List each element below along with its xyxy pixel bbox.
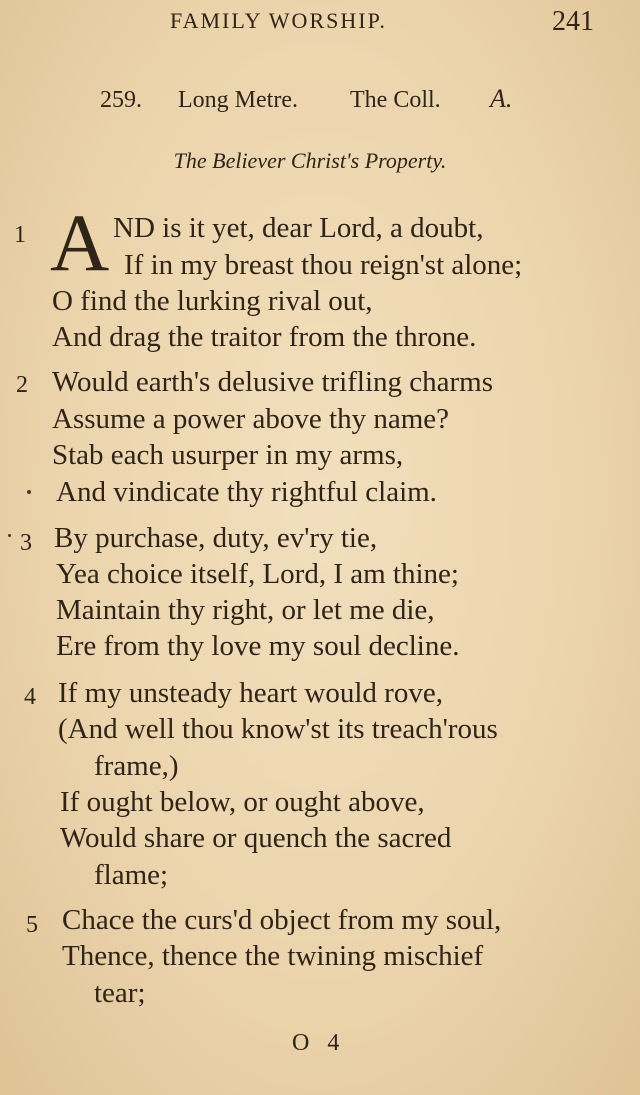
verse-line: (And well thou know'st its treach'rous (58, 713, 498, 745)
verse-line: Chace the curs'd object from my soul, (62, 904, 502, 936)
verse-line: And drag the traitor from the throne. (52, 321, 477, 353)
verse-line: tear; (94, 977, 146, 1009)
verse-line: By purchase, duty, ev'ry tie, (54, 522, 378, 554)
verse-line: Yea choice itself, Lord, I am thine; (56, 558, 459, 590)
verse-line: Ere from thy love my soul decline. (56, 630, 460, 662)
verse-number: 3 (20, 530, 32, 556)
hymn-title: The Believer Christ's Property. (173, 148, 447, 173)
verse-line: ND is it yet, dear Lord, a doubt, (113, 212, 484, 244)
ink-speck (27, 490, 31, 494)
verse-line: Would earth's delusive trifling charms (52, 366, 494, 398)
hymn-metre: Long Metre. (178, 87, 298, 113)
hymn-tune: The Coll. (350, 87, 441, 113)
verse-number: 2 (16, 372, 28, 398)
verse-line: Stab each usurper in my arms, (52, 439, 404, 471)
verse-line: And vindicate thy rightful claim. (56, 476, 437, 508)
verse-line: Would share or quench the sacred (60, 822, 452, 854)
verse-line: O find the lurking rival out, (52, 285, 373, 317)
verse-line: Thence, thence the twining mischief (62, 940, 484, 972)
verse-line: Assume a power above thy name? (52, 403, 450, 435)
verse-number: 4 (24, 684, 36, 710)
verse-line: frame,) (94, 750, 179, 782)
verse-line: If in my breast thou reign'st alone; (124, 249, 523, 281)
signature-mark: O 4 (292, 1030, 346, 1056)
verse-line: flame; (94, 859, 169, 891)
verse-line: Maintain thy right, or let me die, (56, 594, 435, 626)
page-number: 241 (552, 6, 594, 37)
verse-number: 1 (14, 222, 26, 248)
running-title: FAMILY WORSHIP. (170, 8, 387, 33)
ink-speck (8, 534, 11, 537)
verse-line: If ought below, or ought above, (60, 786, 425, 818)
hymn-heading (100, 84, 560, 114)
hymn-number: 259. (100, 87, 142, 113)
verse-number: 5 (26, 912, 38, 938)
verse-line: If my unsteady heart would rove, (58, 677, 443, 709)
hymn-mark: A. (490, 84, 513, 113)
drop-cap: A (50, 197, 110, 288)
